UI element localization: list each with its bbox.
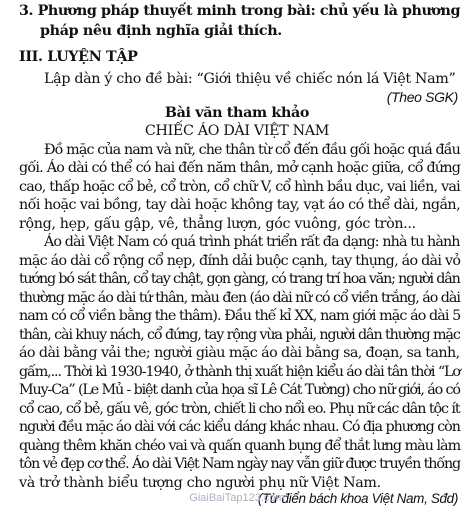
heading-item-3: 3. Phương pháp thuyết minh trong bài: chủ yếu là phương xyxy=(19,3,461,19)
section-title: III. LUYỆN TẬP xyxy=(19,49,138,65)
paragraph-1-line: Đồ mặc của nam và nữ, che thân từ cổ đến đầu gối hoặc quá đầu xyxy=(44,142,460,158)
paragraph-2-line: cổ cao, cổ bẻ, gấu vê, góc tròn, chiết li cho nổi eo. Phụ nữ các dân tộc ít xyxy=(19,401,460,417)
paragraph-2-line: và trở thành biểu tượng cho người phụ nữ Việt Nam. xyxy=(19,475,381,491)
citation: (Từ điển bách khoa Việt Nam, Sđd) xyxy=(257,491,458,506)
paragraph-2-line: tôn vẻ đẹp cơ thể. Áo dài Việt Nam ngày nay vẫn giữ được truyền thống xyxy=(19,456,461,472)
watermark-text: GiaiBaiTap123.com xyxy=(189,492,285,504)
exercise-prompt: Lập dàn ý cho đề bài: “Giới thiệu về chiếc nón lá Việt Nam” xyxy=(44,71,456,87)
paragraph-2-line: gấm,... Thời kì 1930-1940, ở thành thị xuất hiện kiểu áo dài tân thời “Lơ xyxy=(19,364,460,380)
paragraph-2-line: thân, cài khuy nách, cổ đứng, tay rộng vừa phải, người dân thường mặc xyxy=(19,327,460,343)
article-title: CHIẾC ÁO DÀI VIỆT NAM xyxy=(144,123,330,139)
paragraph-2-line: người đều mặc áo dài với các kiểu dáng khác nhau. Có địa phương còn xyxy=(19,419,460,435)
paragraph-2-line: tướng bó sát thân, cổ tay chật, gọn gàng, có trang trí hoa văn; người dân xyxy=(19,271,460,287)
exercise-source: (Theo SGK) xyxy=(386,89,458,105)
paragraph-1-line: gối. Áo dài có thể có hai đến năm thân, mở cạnh hoặc giữa, cổ đứng xyxy=(19,160,461,176)
paragraph-2-line: mặc áo dài cổ rộng cổ nẹp, đính dải buộc cạnh, tay thụng, áo dài vỏ xyxy=(19,253,461,269)
paragraph-2-line: áo dài bằng vải the; người giàu mặc áo dài bằng sa, đoạn, sa tanh, xyxy=(19,345,460,361)
paragraph-2-line: quàng thêm khăn chéo vai và quấn quanh bụng để thắt lưng màu làm xyxy=(19,438,461,454)
paragraph-2-line: nam có cổ viền bằng the thâm). Đầu thế kỉ XX, nam giới mặc áo dài 5 xyxy=(19,308,461,324)
paragraph-2-line: thường mặc áo dài tứ thân, màu đen (áo dài nữ có cổ viền trắng, áo dài xyxy=(19,290,460,306)
paragraph-1-line: nối hoặc vai bồng, tay dài hoặc không tay, vạt áo có thể dài, ngắn, xyxy=(19,197,461,213)
paragraph-1-line: cao, thấp hoặc cổ bẻ, cổ tròn, cổ chữ V, cổ hình bầu dục, vai liền, vai xyxy=(19,179,460,195)
paragraph-2-line: Muy-Ca” (Le Mủ - biệt danh của họa sĩ Lê Cát Tường) cho nữ giới, áo có xyxy=(19,382,460,398)
paragraph-2-line: Áo dài Việt Nam có quá trình phát triển rất đa dạng: nhà tu hành xyxy=(44,234,460,250)
heading-item-3-continued: pháp nêu định nghĩa giải thích. xyxy=(40,23,282,39)
reference-label: Bài văn tham khảo xyxy=(164,105,310,121)
paragraph-1-line: rộng, hẹp, gấu gập, vê, thẳng lượn, góc vuông, góc tròn... xyxy=(19,216,416,232)
